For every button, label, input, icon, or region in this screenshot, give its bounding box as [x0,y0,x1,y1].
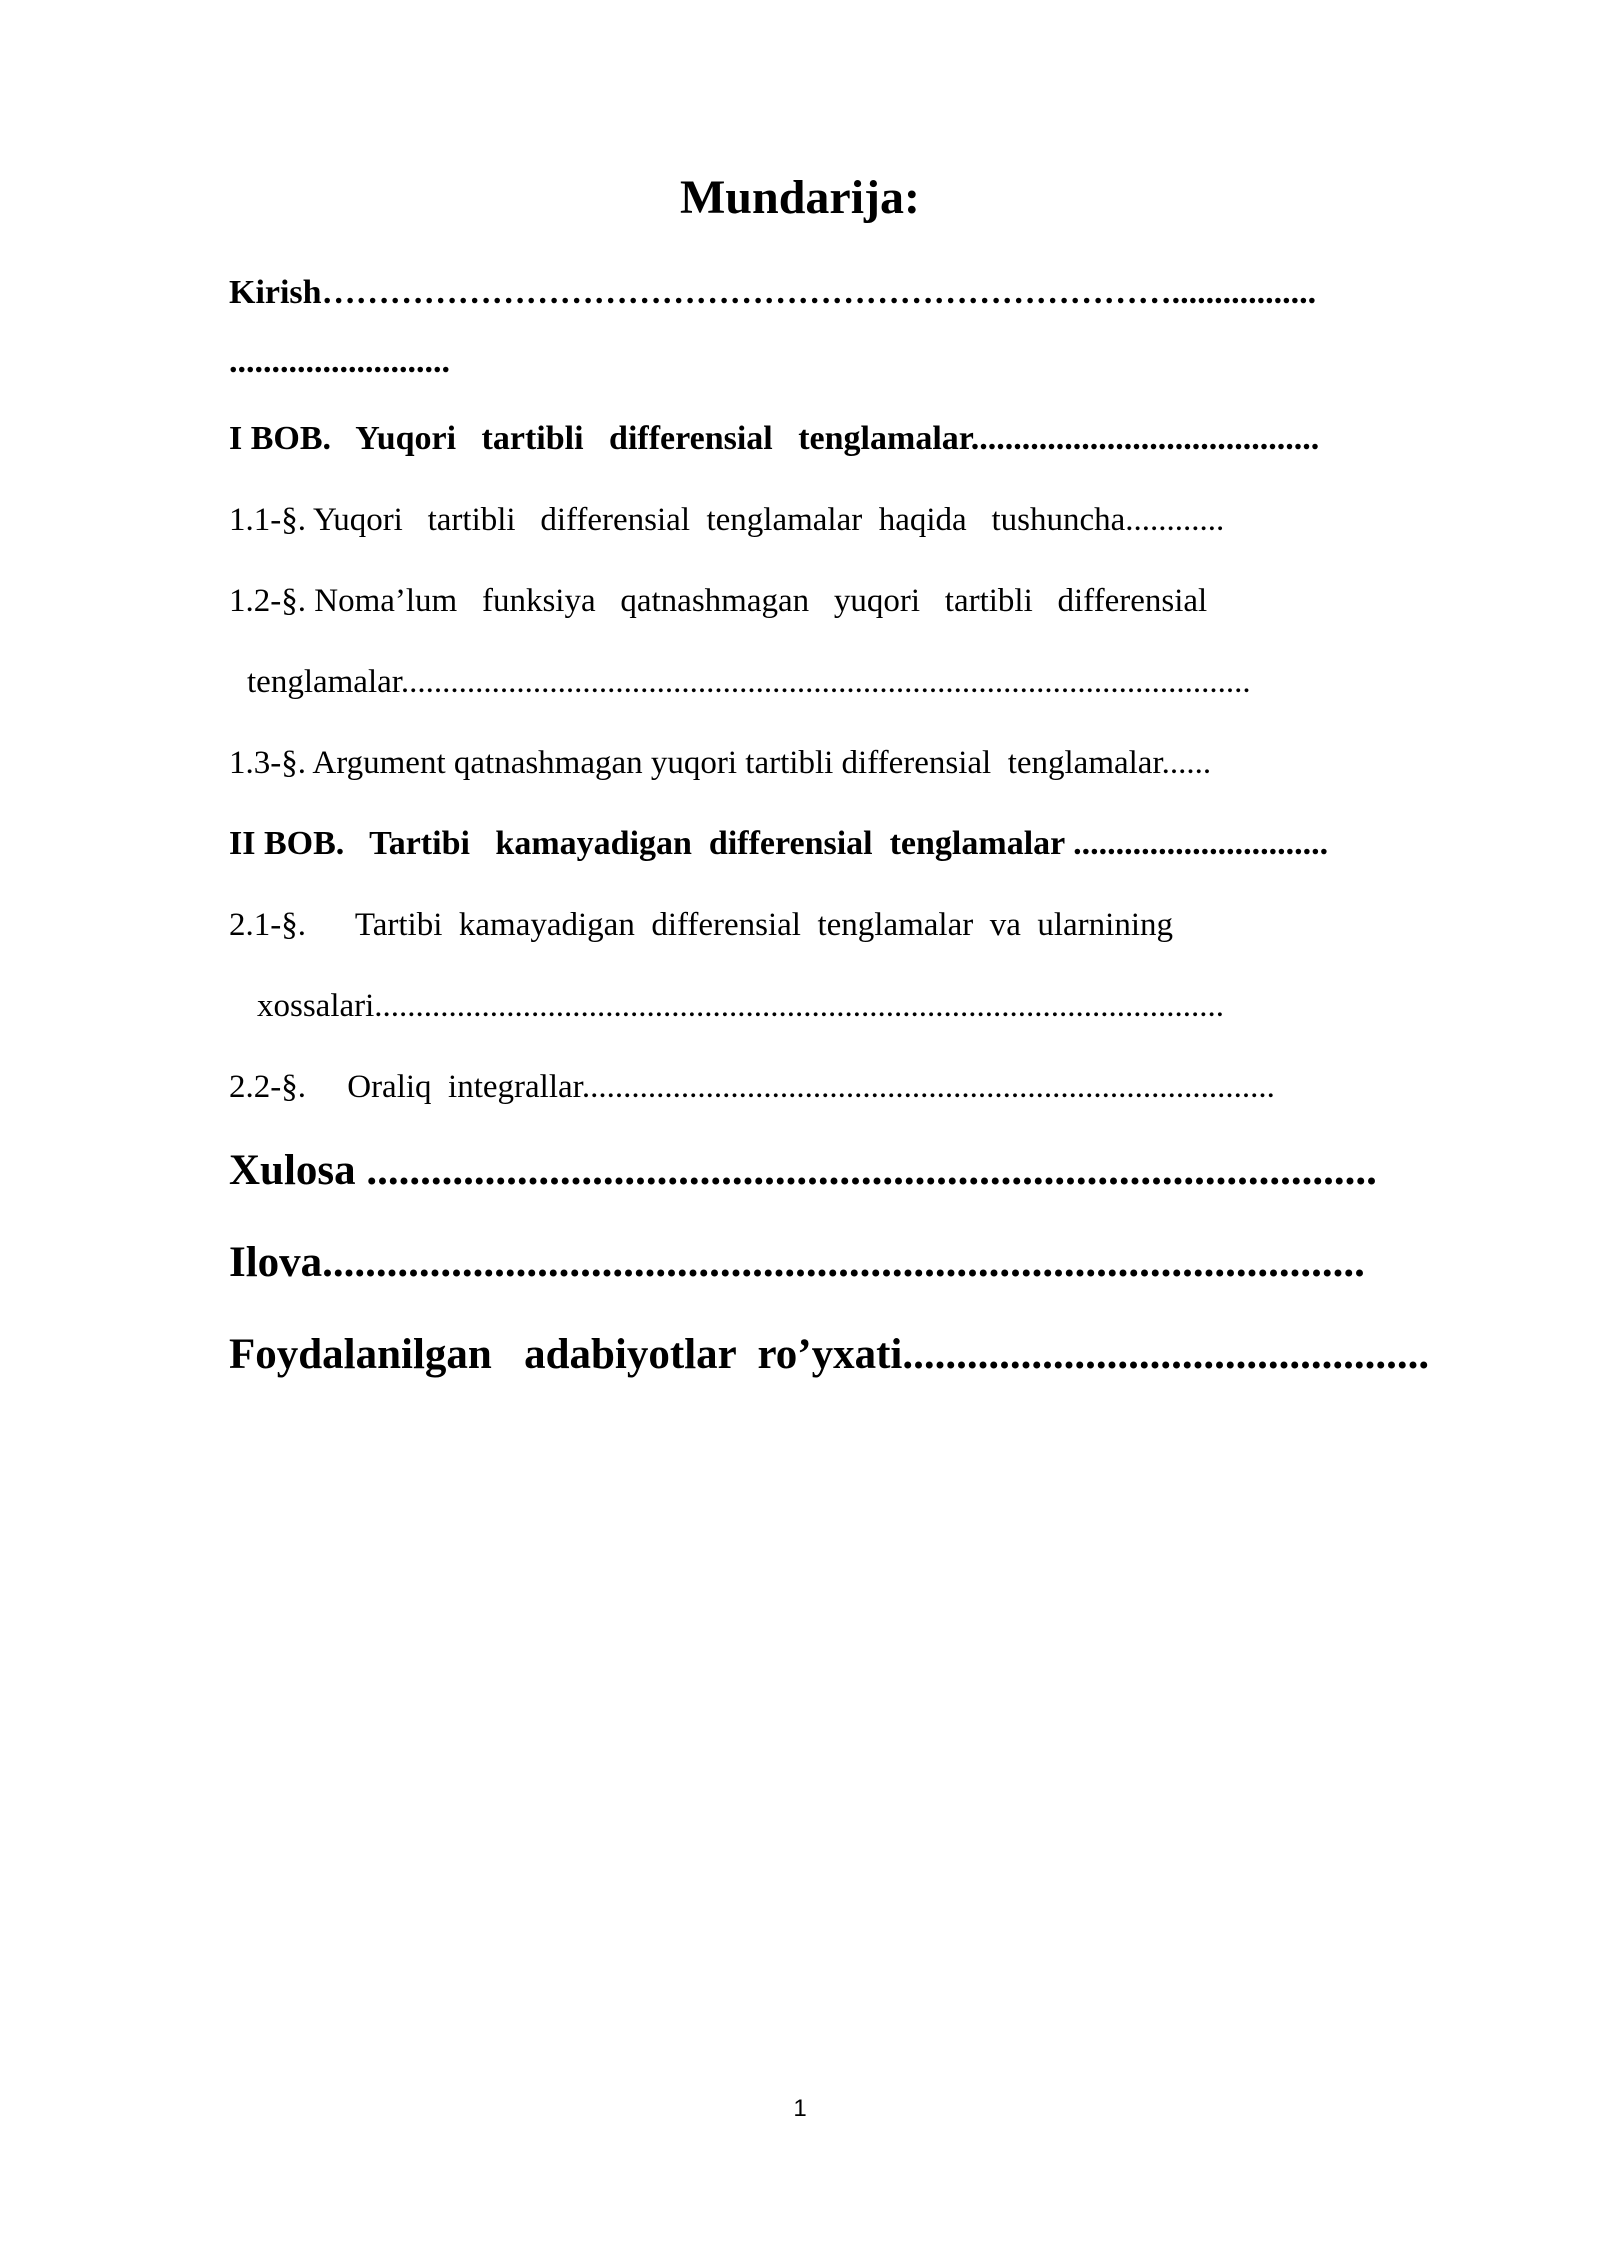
page-number: 1 [793,2095,807,2122]
toc-entry-section-2-1-continuation: xossalari....................................................................................................... [257,988,1225,1024]
toc-entry-chapter-2: II BOB. Tartibi kamayadigan differensial tenglamalar .............................. [229,825,1329,862]
toc-entry-section-1-2: 1.2-§. Noma’lum funksiya qatnashmagan yuqori tartibli differensial [229,583,1208,619]
toc-entry-xulosa: Xulosa .............................................................................................. [229,1147,1377,1194]
toc-entry-chapter-1: I BOB. Yuqori tartibli differensial tenglamalar......................................... [229,420,1320,457]
toc-entry-adabiyotlar: Foydalanilgan adabiyotlar ro’yxati................................................. [229,1331,1430,1378]
toc-entry-kirish-continuation: .......................... [229,343,450,380]
toc-entry-section-1-2-continuation: tenglamalar....................................................................................................... [247,664,1251,700]
toc-entry-section-2-1: 2.1-§. Tartibi kamayadigan differensial tenglamalar va ularnining [229,907,1174,943]
toc-entry-section-1-3: 1.3-§. Argument qatnashmagan yuqori tartibli differensial tenglamalar...... [229,745,1212,781]
toc-entry-ilova: Ilova................................................................................................. [229,1239,1365,1286]
toc-entry-section-1-1: 1.1-§. Yuqori tartibli differensial tenglamalar haqida tushuncha............ [229,502,1225,538]
page-title: Mundarija: [680,171,920,224]
toc-entry-kirish: Kirish…………………………………………………………………................. [229,274,1317,311]
toc-entry-section-2-2: 2.2-§. Oraliq integrallar.................................................................................... [229,1069,1275,1105]
